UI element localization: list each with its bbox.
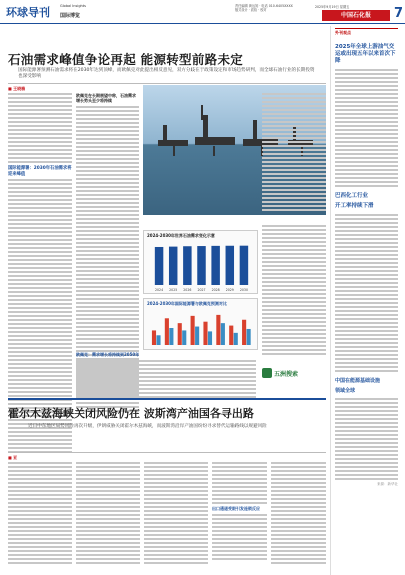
chart-2-bar <box>242 320 246 345</box>
chart-2-title: 2024-2030年国际能源署与欧佩克预测对比 <box>147 301 227 306</box>
article1-col1 <box>8 93 72 455</box>
chart-2-bar <box>152 330 156 345</box>
chart-1-tick: 2027 <box>197 288 206 292</box>
section-divider <box>8 398 326 400</box>
deck-2: 近日中东地区局势风险再次升级，伊朗威胁关闭霍尔木兹海峡，而波斯湾沿岸产油国纷纷寻求替代运输路线以规避风险 <box>28 424 267 429</box>
sidebar-title-2: 开工率持续下滑 <box>335 203 374 209</box>
section-brand: 环球导刊 <box>6 6 50 19</box>
chart-1-bar <box>183 246 191 285</box>
chart-2-bar <box>165 318 169 345</box>
brand-en: Global Insights <box>60 4 86 8</box>
wuzhou-icon <box>262 368 272 378</box>
chart-1-bar <box>197 246 205 285</box>
deck-1: 国际能源署预测石油需求将在2030年达到顶峰，而欧佩克对此提出相反意见，双方分歧在于政策设定和市场趋势研判，而全球石油行业的长期投资也深受影响 <box>18 68 315 80</box>
chart-1-bar <box>169 247 177 285</box>
chart-1-bar <box>240 246 248 285</box>
sidebar-kicker-3: 中国在能源基础设施 <box>335 378 381 384</box>
pullquote: 欧佩克在长期展望中称，石油需求增长势头至少将持续 <box>76 93 136 103</box>
article1-box <box>76 352 256 400</box>
article1-col4 <box>262 93 326 213</box>
chart-2-bar <box>247 329 251 345</box>
chart-1-bar <box>226 246 234 285</box>
article2-col1 <box>8 462 72 566</box>
article2-col2 <box>76 462 140 566</box>
sidebar <box>330 26 402 575</box>
page-number: 7 <box>394 6 404 21</box>
chart-2 <box>143 298 258 350</box>
chart-2-bar <box>195 327 199 345</box>
chart-2-bar <box>203 322 207 345</box>
chart-2-bar <box>182 330 186 345</box>
byline-1: ■ 王晓楠 <box>8 86 26 91</box>
chart-1 <box>143 230 258 294</box>
info-line: 责任编辑 黄达知 · 电话 010-6405XXXX <box>235 4 293 8</box>
chart-1-tick: 2026 <box>183 288 192 292</box>
subheading-2: 出口通道受限引发连锁反应 <box>212 506 260 511</box>
info-line: 版式设计 · 质检 · 校对 <box>235 8 267 13</box>
sidebar-footer: 来源：新华社 <box>377 482 398 486</box>
divider <box>8 452 326 453</box>
section-name: 国际博览 <box>60 13 81 19</box>
chart-2-bar <box>216 315 220 345</box>
sidebar-kicker-2: 巴西化工行业 <box>335 193 369 199</box>
chart-1-tick: 2025 <box>169 288 178 292</box>
chart-2-bar <box>169 328 173 345</box>
photo-caption <box>143 216 326 222</box>
chart-1-svg <box>144 241 257 293</box>
article2-col4 <box>212 462 267 562</box>
chart-2-bar <box>221 323 225 345</box>
chart-2-bar <box>156 335 160 345</box>
divider <box>8 83 326 84</box>
chart-1-tick: 2024 <box>155 288 164 292</box>
chart-1-tick: 2030 <box>239 288 248 292</box>
box-title: 欧佩克：需求增长将持续到2050年 <box>76 352 140 357</box>
issue-date: 2025年9月19日 星期五 <box>315 5 350 9</box>
chart-2-bar <box>178 323 182 345</box>
subheading-1: 国际能源署：2030年石油需求将迎来峰值 <box>8 166 72 177</box>
byline-2: ■ 亚 <box>8 455 18 460</box>
chart-2-bar <box>191 316 195 345</box>
chart-2-bar <box>234 333 238 345</box>
sidebar-title-1: 2025年全球上游油气交运或出现五年以来首次下降 <box>335 44 396 64</box>
chart-1-title: 2024-2030年世界石油需求变化示意 <box>147 233 215 238</box>
article1-col4b <box>262 225 326 357</box>
masthead <box>0 0 405 24</box>
chart-2-bar <box>208 331 212 345</box>
newspaper-logo: 中国石化报 <box>322 10 390 21</box>
sidebar-kicker-1: 外刊观点 <box>335 28 398 36</box>
chart-1-bar <box>155 247 163 285</box>
headline-1: 石油需求峰值争论再起 能源转型前路未定 <box>8 52 244 67</box>
sidebar-title-3: 领域全球 <box>335 388 356 394</box>
masthead-info <box>235 4 327 12</box>
chart-2-svg <box>144 309 257 349</box>
headline-2: 霍尔木兹海峡关闭风险仍在 波斯湾产油国各寻出路 <box>8 407 254 420</box>
chart-1-tick: 2028 <box>211 288 220 292</box>
chart-2-bar <box>229 326 233 345</box>
wuzhou-label: 五洲搜索 <box>274 370 299 378</box>
wuzhou-logo <box>262 362 328 388</box>
chart-1-bar <box>211 246 219 285</box>
article2-col3 <box>144 462 208 566</box>
article2-col5 <box>271 462 326 566</box>
chart-1-tick: 2029 <box>225 288 234 292</box>
